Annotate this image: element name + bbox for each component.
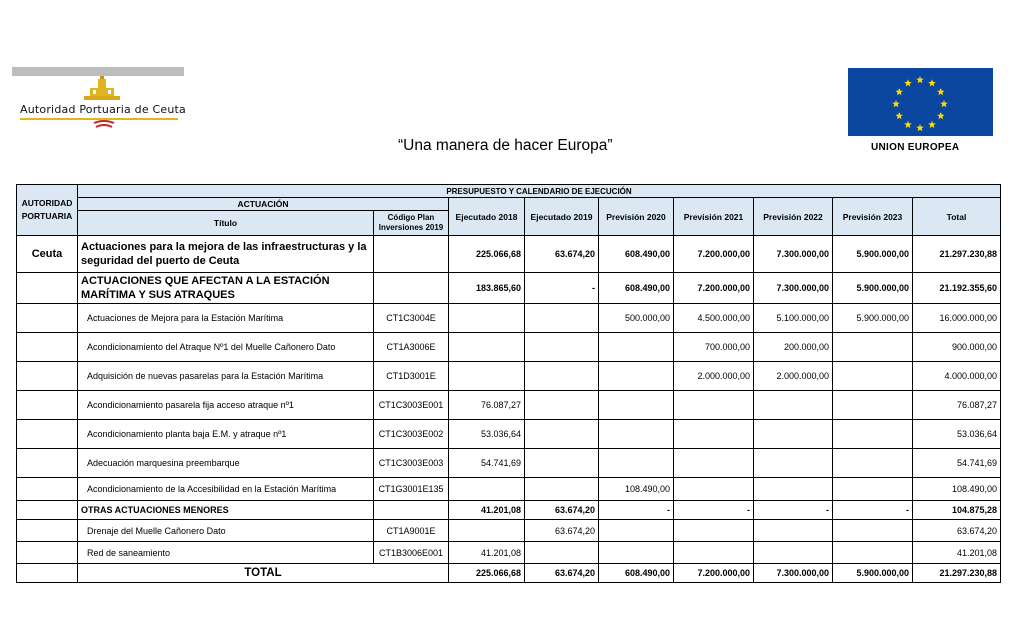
code-cell: CT1B3006E001 bbox=[374, 542, 449, 564]
title-cell: Actuaciones de Mejora para la Estación Marítima bbox=[78, 304, 374, 333]
value-cell: 4.500.000,00 bbox=[674, 304, 754, 333]
total-value-cell: 7.300.000,00 bbox=[754, 564, 833, 583]
code-cell: CT1C3003E002 bbox=[374, 420, 449, 449]
title-cell: Red de saneamiento bbox=[78, 542, 374, 564]
value-cell bbox=[525, 449, 599, 478]
star-icon bbox=[928, 79, 936, 86]
total-value-cell: 21.297.230,88 bbox=[913, 564, 1001, 583]
value-cell: 2.000.000,00 bbox=[674, 362, 754, 391]
table-row bbox=[17, 236, 1001, 273]
value-cell bbox=[449, 333, 525, 362]
title-cell: Acondicionamiento de la Accesibilidad en la Estación Marítima bbox=[78, 478, 374, 501]
value-cell: 7.200.000,00 bbox=[674, 236, 754, 273]
total-value-cell: 63.674,20 bbox=[525, 564, 599, 583]
table-row bbox=[17, 362, 1001, 391]
value-cell: 63.674,20 bbox=[525, 236, 599, 273]
table-row bbox=[17, 501, 1001, 520]
title-cell: OTRAS ACTUACIONES MENORES bbox=[78, 501, 374, 520]
value-cell: 2.000.000,00 bbox=[754, 362, 833, 391]
total-value-cell: 608.490,00 bbox=[599, 564, 674, 583]
titulo-header: Título bbox=[78, 211, 374, 236]
value-cell: 5.900.000,00 bbox=[833, 273, 913, 304]
authority-cell bbox=[17, 542, 78, 564]
code-cell: CT1A3006E bbox=[374, 333, 449, 362]
title-cell: Acondicionamiento del Atraque Nº1 del Muelle Cañonero Dato bbox=[78, 333, 374, 362]
title-cell: Drenaje del Muelle Cañonero Dato bbox=[78, 520, 374, 542]
value-cell bbox=[525, 304, 599, 333]
value-cell: 21.297.230,88 bbox=[913, 236, 1001, 273]
value-cell: 63.674,20 bbox=[525, 520, 599, 542]
star-icon bbox=[916, 76, 924, 83]
star-icon bbox=[928, 121, 936, 128]
code-cell bbox=[374, 236, 449, 273]
value-cell bbox=[525, 542, 599, 564]
code-cell bbox=[374, 273, 449, 304]
title-cell: Acondicionamiento pasarela fija acceso atraque nº1 bbox=[78, 391, 374, 420]
value-cell: 4.000.000,00 bbox=[913, 362, 1001, 391]
port-authority-logo bbox=[14, 76, 194, 132]
code-cell: CT1A9001E bbox=[374, 520, 449, 542]
col-ejecutado-2018: Ejecutado 2018 bbox=[449, 198, 525, 236]
header-row-2 bbox=[17, 198, 1001, 211]
value-cell bbox=[833, 420, 913, 449]
value-cell bbox=[599, 542, 674, 564]
table-row bbox=[17, 333, 1001, 362]
authority-cell bbox=[17, 362, 78, 391]
authority-cell bbox=[17, 391, 78, 420]
total-empty-cell bbox=[17, 564, 78, 583]
title-cell: Adecuación marquesina preembarque bbox=[78, 449, 374, 478]
value-cell bbox=[833, 449, 913, 478]
value-cell: 200.000,00 bbox=[754, 333, 833, 362]
total-value-cell: 225.066,68 bbox=[449, 564, 525, 583]
value-cell: 7.200.000,00 bbox=[674, 273, 754, 304]
value-cell: 16.000.000,00 bbox=[913, 304, 1001, 333]
authority-cell bbox=[17, 273, 78, 304]
code-cell: CT1C3003E001 bbox=[374, 391, 449, 420]
eu-stars-icon bbox=[848, 68, 993, 136]
code-cell: CT1C3004E bbox=[374, 304, 449, 333]
authority-cell bbox=[17, 333, 78, 362]
value-cell bbox=[674, 420, 754, 449]
table-row bbox=[17, 449, 1001, 478]
value-cell bbox=[833, 362, 913, 391]
value-cell: 500.000,00 bbox=[599, 304, 674, 333]
value-cell bbox=[449, 520, 525, 542]
value-cell bbox=[674, 478, 754, 501]
value-cell bbox=[833, 520, 913, 542]
value-cell bbox=[674, 520, 754, 542]
table-row bbox=[17, 273, 1001, 304]
code-cell bbox=[374, 501, 449, 520]
eu-flag bbox=[848, 68, 993, 136]
table-row bbox=[17, 391, 1001, 420]
col-prevision-2023: Previsión 2023 bbox=[833, 198, 913, 236]
motto-text: “Una manera de hacer Europa” bbox=[398, 137, 613, 154]
value-cell bbox=[754, 449, 833, 478]
col-prevision-2022: Previsión 2022 bbox=[754, 198, 833, 236]
authority-cell bbox=[17, 478, 78, 501]
star-icon bbox=[904, 79, 912, 86]
title-cell: Actuaciones para la mejora de las infraestructuras y la seguridad del puerto de Ceuta bbox=[78, 236, 374, 273]
value-cell: - bbox=[754, 501, 833, 520]
actuacion-header: ACTUACIÓN bbox=[78, 198, 449, 211]
total-label: TOTAL bbox=[78, 564, 449, 583]
codigo-header: Código Plan Inversiones 2019 bbox=[374, 211, 449, 236]
value-cell: - bbox=[833, 501, 913, 520]
value-cell: 900.000,00 bbox=[913, 333, 1001, 362]
value-cell: 63.674,20 bbox=[913, 520, 1001, 542]
value-cell: 54.741,69 bbox=[913, 449, 1001, 478]
header-row-1 bbox=[17, 185, 1001, 198]
star-icon bbox=[940, 100, 948, 107]
value-cell: 76.087,27 bbox=[449, 391, 525, 420]
value-cell bbox=[599, 449, 674, 478]
authority-cell bbox=[17, 304, 78, 333]
table-row bbox=[17, 520, 1001, 542]
authority-cell: Ceuta bbox=[17, 236, 78, 273]
value-cell bbox=[754, 520, 833, 542]
total-value-cell: 7.200.000,00 bbox=[674, 564, 754, 583]
value-cell: 41.201,08 bbox=[449, 542, 525, 564]
value-cell: 5.100.000,00 bbox=[754, 304, 833, 333]
port-name: Autoridad Portuaria de Ceuta bbox=[20, 103, 186, 116]
table-row bbox=[17, 478, 1001, 501]
value-cell bbox=[833, 333, 913, 362]
col-prevision-2020: Previsión 2020 bbox=[599, 198, 674, 236]
value-cell: 608.490,00 bbox=[599, 273, 674, 304]
star-icon bbox=[937, 112, 945, 119]
authority-cell bbox=[17, 449, 78, 478]
code-cell: CT1D3001E bbox=[374, 362, 449, 391]
budget-table bbox=[16, 184, 1001, 583]
table-row bbox=[17, 304, 1001, 333]
code-cell: CT1C3003E003 bbox=[374, 449, 449, 478]
star-icon bbox=[916, 124, 924, 131]
value-cell: 608.490,00 bbox=[599, 236, 674, 273]
value-cell: - bbox=[525, 273, 599, 304]
star-icon bbox=[892, 100, 900, 107]
presupuesto-header: PRESUPUESTO Y CALENDARIO DE EJECUCIÓN bbox=[78, 185, 1001, 198]
col-ejecutado-2019: Ejecutado 2019 bbox=[525, 198, 599, 236]
value-cell: 183.865,60 bbox=[449, 273, 525, 304]
table-row bbox=[17, 542, 1001, 564]
code-cell: CT1G3001E135 bbox=[374, 478, 449, 501]
value-cell bbox=[599, 362, 674, 391]
autoridad-header: AUTORIDAD PORTUARIA bbox=[17, 185, 78, 236]
value-cell bbox=[833, 478, 913, 501]
value-cell bbox=[525, 333, 599, 362]
title-cell: Acondicionamiento planta baja E.M. y atraque nº1 bbox=[78, 420, 374, 449]
authority-cell bbox=[17, 501, 78, 520]
value-cell bbox=[525, 391, 599, 420]
star-icon bbox=[895, 112, 903, 119]
title-cell: ACTUACIONES QUE AFECTAN A LA ESTACIÓN MARÍTIMA Y SUS ATRAQUES bbox=[78, 273, 374, 304]
value-cell bbox=[754, 420, 833, 449]
value-cell bbox=[449, 362, 525, 391]
star-icon bbox=[895, 88, 903, 95]
value-cell: 41.201,08 bbox=[913, 542, 1001, 564]
star-icon bbox=[937, 88, 945, 95]
value-cell: 225.066,68 bbox=[449, 236, 525, 273]
total-value-cell: 5.900.000,00 bbox=[833, 564, 913, 583]
value-cell bbox=[754, 542, 833, 564]
value-cell: 108.490,00 bbox=[599, 478, 674, 501]
value-cell bbox=[833, 542, 913, 564]
value-cell: 104.875,28 bbox=[913, 501, 1001, 520]
value-cell: 5.900.000,00 bbox=[833, 304, 913, 333]
value-cell: 76.087,27 bbox=[913, 391, 1001, 420]
value-cell bbox=[525, 478, 599, 501]
value-cell: 7.300.000,00 bbox=[754, 273, 833, 304]
value-cell: 5.900.000,00 bbox=[833, 236, 913, 273]
eu-label: UNION EUROPEA bbox=[871, 142, 960, 153]
table-row bbox=[17, 420, 1001, 449]
value-cell: 53.036,64 bbox=[449, 420, 525, 449]
total-row bbox=[17, 564, 1001, 583]
col-total: Total bbox=[913, 198, 1001, 236]
col-prevision-2021: Previsión 2021 bbox=[674, 198, 754, 236]
logo-swirl-icon bbox=[92, 120, 116, 130]
value-cell: 7.300.000,00 bbox=[754, 236, 833, 273]
value-cell: 54.741,69 bbox=[449, 449, 525, 478]
value-cell: - bbox=[599, 501, 674, 520]
value-cell bbox=[599, 333, 674, 362]
value-cell: - bbox=[674, 501, 754, 520]
value-cell: 41.201,08 bbox=[449, 501, 525, 520]
value-cell: 108.490,00 bbox=[913, 478, 1001, 501]
value-cell bbox=[674, 449, 754, 478]
value-cell bbox=[599, 420, 674, 449]
value-cell bbox=[599, 391, 674, 420]
value-cell bbox=[525, 420, 599, 449]
value-cell bbox=[449, 478, 525, 501]
value-cell bbox=[449, 304, 525, 333]
value-cell bbox=[833, 391, 913, 420]
value-cell: 63.674,20 bbox=[525, 501, 599, 520]
star-icon bbox=[904, 121, 912, 128]
authority-cell bbox=[17, 520, 78, 542]
title-cell: Adquisición de nuevas pasarelas para la Estación Marítima bbox=[78, 362, 374, 391]
value-cell bbox=[599, 520, 674, 542]
lighthouse-icon bbox=[84, 76, 120, 102]
authority-cell bbox=[17, 420, 78, 449]
value-cell: 700.000,00 bbox=[674, 333, 754, 362]
value-cell bbox=[754, 391, 833, 420]
value-cell: 53.036,64 bbox=[913, 420, 1001, 449]
value-cell: 21.192.355,60 bbox=[913, 273, 1001, 304]
value-cell bbox=[525, 362, 599, 391]
value-cell bbox=[674, 542, 754, 564]
header-grey-bar bbox=[12, 67, 184, 76]
value-cell bbox=[674, 391, 754, 420]
value-cell bbox=[754, 478, 833, 501]
